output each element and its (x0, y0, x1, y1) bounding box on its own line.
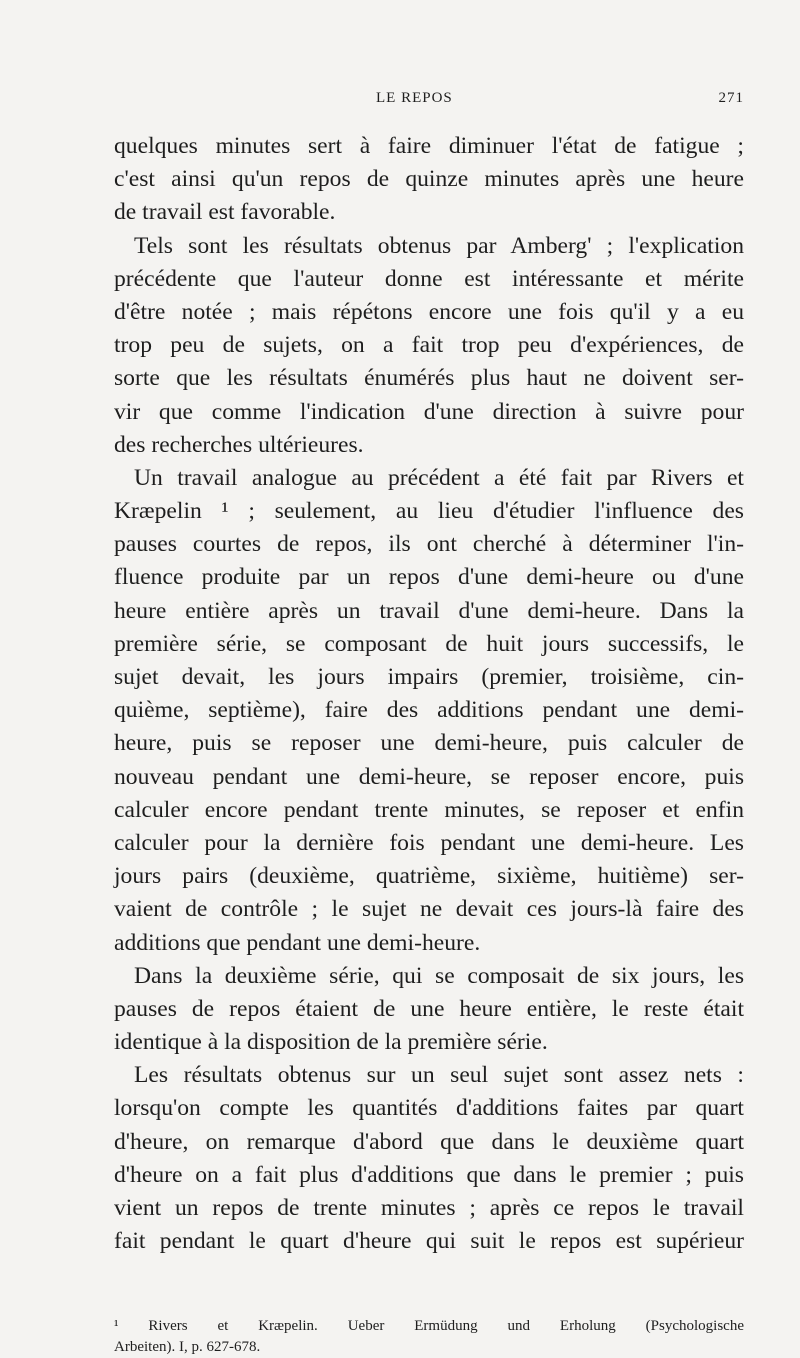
footnote-line: ¹ Rivers et Kræpelin. Ueber Ermüdung und Erholung (Psychologische (114, 1318, 744, 1334)
text-line: des recherches ultérieures. (114, 431, 364, 458)
text-line: de travail est favorable. (114, 199, 336, 226)
text-line: d'heure, on remarque d'abord que dans le deuxième quart (114, 1128, 744, 1155)
body-text (114, 130, 744, 1258)
text-line: nouveau pendant une demi-heure, se reposer encore, puis (114, 763, 744, 790)
text-line: pauses courtes de repos, ils ont cherché à déterminer l'in- (114, 531, 744, 558)
paragraph (114, 462, 744, 960)
text-line: sorte que les résultats énumérés plus haut ne doivent ser- (114, 365, 744, 392)
text-line: fluence produite par un repos d'une demi-heure ou d'une (114, 564, 744, 591)
text-line: Kræpelin ¹ ; seulement, au lieu d'étudier l'influence des (114, 498, 744, 525)
footnote (114, 1316, 744, 1358)
text-line: quième, septième), faire des additions pendant une demi- (114, 697, 744, 724)
text-line: vaient de contrôle ; le sujet ne devait ces jours-là faire des (114, 896, 744, 923)
running-head (114, 90, 744, 114)
text-line: vient un repos de trente minutes ; après ce repos le travail (114, 1195, 744, 1221)
text-line: heure, puis se reposer une demi-heure, puis calculer de (114, 730, 744, 757)
text-line: vir que comme l'indication d'une direction à suivre pour (114, 398, 744, 425)
text-line: d'être notée ; mais répétons encore une fois qu'il y a eu (114, 298, 744, 325)
text-line: lorsqu'on compte les quantités d'additions faites par quart (114, 1095, 744, 1122)
text-line: identique à la disposition de la première série. (114, 1029, 548, 1056)
text-line: première série, se composant de huit jours successifs, le (114, 630, 744, 657)
text-line: pauses de repos étaient de une heure entière, le reste était (114, 995, 744, 1022)
text-line: c'est ainsi qu'un repos de quinze minutes après une heure (114, 166, 744, 193)
text-line: additions que pendant une demi-heure. (114, 929, 481, 956)
paragraph (114, 960, 744, 1060)
text-line: Tels sont les résultats obtenus par Amberg' ; l'explication (134, 232, 744, 259)
paragraph (114, 1059, 744, 1258)
text-line: Un travail analogue au précédent a été fait par Rivers et (134, 464, 744, 491)
running-title: LE REPOS (376, 90, 453, 106)
paragraph (114, 130, 744, 230)
text-line: calculer pour la dernière fois pendant une demi-heure. Les (114, 829, 744, 856)
text-line: sujet devait, les jours impairs (premier, troisième, cin- (114, 664, 744, 690)
text-line: heure entière après un travail d'une demi-heure. Dans la (114, 597, 744, 624)
text-line: calculer encore pendant trente minutes, se reposer et enfin (114, 796, 744, 823)
text-line: Dans la deuxième série, qui se composait de six jours, les (134, 962, 744, 989)
text-line: quelques minutes sert à faire diminuer l'état de fatigue ; (114, 133, 744, 159)
paragraph (114, 230, 744, 462)
page-number: 271 (718, 90, 744, 106)
text-line: trop peu de sujets, on a fait trop peu d'expériences, de (114, 332, 744, 359)
text-line: jours pairs (deuxième, quatrième, sixième, huitième) ser- (114, 863, 744, 890)
text-line: précédente que l'auteur donne est intéressante et mérite (114, 265, 744, 292)
footnote-line: Arbeiten). I, p. 627-678. (114, 1339, 261, 1355)
text-line: Les résultats obtenus sur un seul sujet sont assez nets : (134, 1062, 744, 1089)
text-line: d'heure on a fait plus d'additions que dans le premier ; puis (114, 1161, 744, 1188)
text-line: fait pendant le quart d'heure qui suit le repos est supérieur (114, 1228, 744, 1255)
